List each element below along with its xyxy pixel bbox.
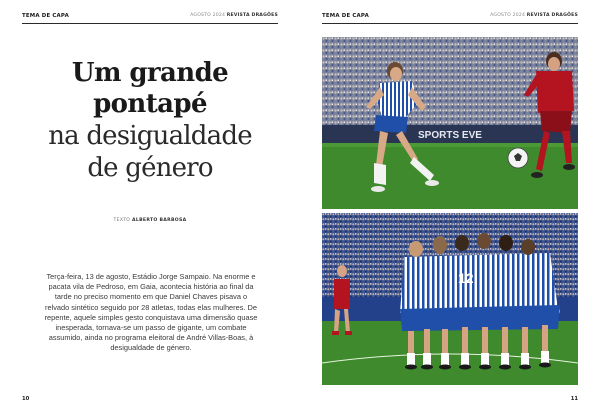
byline-author: ALBERTO BARBOSA [132,218,187,223]
right-page [300,0,600,414]
publication-name: REVISTA DRAGÕES [526,13,578,18]
page-header-left [22,13,278,24]
byline [0,218,300,223]
section-label: TEMA DE CAPA [22,13,69,19]
title-line-3: na desigualdade [48,121,252,151]
page-number-left: 10 [22,396,30,402]
match-action-photo [322,37,578,209]
article-body: Terça-feira, 13 de agosto, Estádio Jorge Sampaio. Na enorme e pacata vila de Pedroso, em Gaia, acontecia história ao final da tarde no preciso momento em que Daniel Chaves pisava o relvado sintético seguido por 28 atletas, todas elas mulheres. De repente, aquele simples gesto conquistava uma dimensão quase inesperada, tornava-se um passo de gigante, um combate assumido, ainda no programa eleitoral de André Villas-Boas, à desigualdade de género. [44,272,258,353]
byline-label: TEXTO [113,218,131,223]
title-line-4: de género [87,153,213,183]
issue-meta [490,13,578,18]
page-number-right: 11 [570,396,578,402]
svg-text:12: 12 [458,270,474,286]
publication-name: REVISTA DRAGÕES [226,13,278,18]
issue-date: AGOSTO 2024 [490,13,526,18]
page-header-right [322,13,578,24]
section-label: TEMA DE CAPA [322,13,369,19]
issue-meta [190,13,278,18]
team-celebration-photo [322,213,578,385]
issue-date: AGOSTO 2024 [190,13,226,18]
title-line-1: Um grande [71,58,229,88]
football-figure [508,148,528,168]
stadium-banner-text: SPORTS EVE [418,130,482,141]
article-title [30,58,270,184]
title-line-2: pontapé [93,89,207,119]
